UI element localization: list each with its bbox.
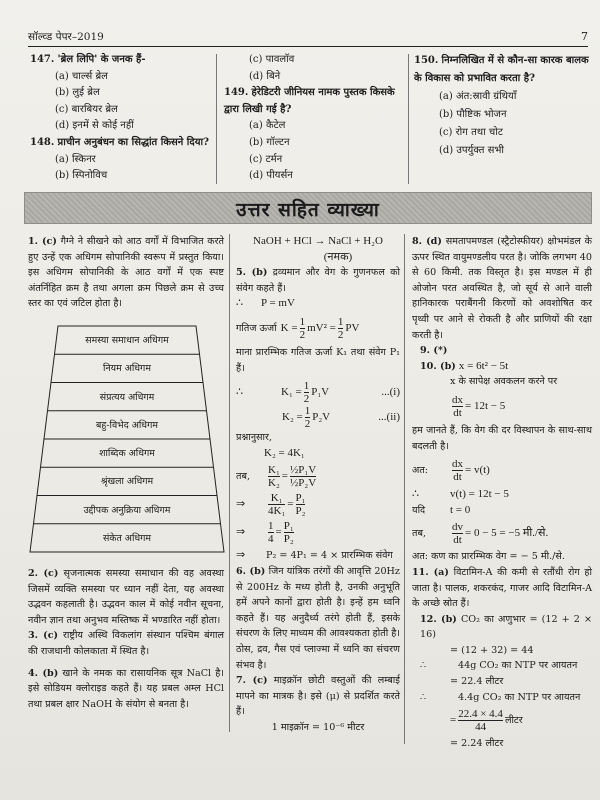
question-150: 150. निम्नलिखित में से कौन-सा कारक बालक के विकास को प्रभावित करता है? (a) अंत:स्रावी ग्रंथियाँ (b) पौष्टिक भोजन (c) रोग तथा चोट (d) उपर्युक्त सभी: [414, 52, 592, 160]
pyramid-level: बहु-विभेद अधिगम: [96, 419, 158, 431]
option-d: (d) उपर्युक्त सभी: [439, 145, 504, 156]
running-title: सॉल्व्ड पेपर–2019: [28, 31, 104, 43]
answer-1: 1. (c) गैग्ने ने सीखने को आठ वर्गों में विभाजित करते हुए उन्हें एक अधिगम सोपानिकी स्वरूप में प्रस्तुत किया। इस अधिगम सोपानिकी के आठ वर्गों में एक स्पष्ट अंतर्निहित क्रम है तथा अगला क्रम पिछले क्रम से उच्च स्तर का एवं जटिल होता है।: [28, 236, 224, 310]
option-a: (a) स्किनर: [55, 153, 96, 165]
pyramid-level: समस्या समाधान अधिगम: [85, 335, 169, 347]
option-d: (d) पीयर्सन: [249, 170, 293, 182]
question-148: 148. प्राचीन अनुबंधन का सिद्धांत किसने दिया? (a) स्किनर (b) स्पिनोविच: [30, 135, 220, 185]
question-text: हेरेडिटरी जीनियस नामक पुस्तक किसके द्वारा लिखी गई है?: [224, 87, 395, 115]
page-number: 7: [581, 30, 588, 43]
answer-6: 6. (b) जिन यांत्रिक तरंगों की आवृत्ति 20Hz से 200Hz के मध्य होती है, उनकी अनुभूति हमें अपने कानों द्वारा होती है। इन्हें हम ध्वनि कहते हैं। यह अनुदैर्ध्य तरंगे होती हैं, इसके संचरण के लिए माध्यम की आवश्यकता होती है। ठोस, द्रव, गैस एवं प्लाज्मा में ध्वनि का संचरण संभव है।: [236, 565, 400, 671]
answer-5: 5. (b) द्रव्यमान और वेग के गुणनफल को संवेग कहते हैं।: [236, 267, 400, 294]
answer-12: 12. (b) CO₂ का अणुभार = (12 + 2 × 16): [420, 613, 592, 641]
equation-i: ∴ K₁ = $\frac{1}{2}$ P₁V ...(i): [236, 380, 400, 406]
question-147: 147. 'ब्रेल लिपि' के जनक हैं- (a) चार्ल्स ब्रेल (b) लुई ब्रेल (c) बारबियर ब्रेल (d) इनमें से कोई नहीं: [30, 52, 220, 135]
column-divider: [229, 234, 230, 732]
option-c: (c) टर्मन: [249, 153, 283, 165]
answer-10: 10. (b) x = 6t² − 5t: [420, 359, 509, 372]
answer-column-1: [28, 234, 224, 712]
option-a: (a) कैटेल: [249, 120, 286, 132]
pyramid-level: नियम अधिगम: [103, 363, 151, 375]
option-d: (d) बिने: [249, 70, 281, 82]
column-divider: [408, 54, 409, 184]
chemical-equation: NaOH + HCl → NaCl + H₂O: [253, 235, 383, 247]
option-d: (d) इनमें से कोई नहीं: [55, 120, 134, 132]
pyramid-level: श्रृंखला अधिगम: [100, 476, 154, 488]
pyramid-outline: [28, 324, 226, 554]
column-divider: [216, 54, 217, 184]
column-divider: [404, 234, 405, 744]
header-rule: [28, 46, 588, 47]
question-text: 'ब्रेल लिपि' के जनक हैं-: [57, 54, 146, 65]
option-b: (b) लुई ब्रेल: [55, 87, 100, 99]
page-header: [28, 28, 588, 46]
option-a: (a) अंत:स्रावी ग्रंथियाँ: [439, 91, 517, 102]
question-column-1: [30, 52, 220, 185]
question-column-2: [224, 52, 402, 185]
gagne-hierarchy-diagram: [28, 324, 226, 554]
option-b: (b) गॉल्टन: [249, 136, 290, 148]
option-c: (c) पावलॉव: [249, 54, 295, 65]
ratio-equation: तब, $\frac{\text{K₁}}{\text{K₂}}$ = $\frac{\text{½P₁V}}{\text{½P₂V}}$: [236, 464, 317, 490]
question-149: 149. हेरेडिटरी जीनियस नामक पुस्तक किसके द्वारा लिखी गई है? (a) कैटेल (b) गॉल्टन (c) टर्मन (d) पीयर्सन: [224, 85, 402, 185]
equation-ii: K₂ = $\frac{1}{2}$ P₂V ...(ii): [282, 405, 400, 431]
option-c: (c) बारबियर ब्रेल: [55, 103, 118, 115]
answer-7: 7. (c) माइक्रॉन छोटी वस्तुओं की लम्बाई मापने का मात्रक है। इसे (μ) से प्रदर्शित करते हैं।: [236, 675, 400, 718]
answer-3: 3. (c) राष्ट्रीय अस्थि विकलांग संस्थान पश्चिम बंगाल की राजधानी कोलकाता में स्थित है।: [28, 630, 224, 657]
question-text: प्राचीन अनुबंधन का सिद्धांत किसने दिया?: [57, 136, 209, 148]
answer-2: 2. (c) सृजनात्मक समस्या समाधान की वह अवस्था जिसमें व्यक्ति समस्या पर ध्यान नहीं देता, यह अवस्था उद्भवन कहलाती है। उद्भवन काल में कोई नवीन सूचना, नवीन ज्ञान तथा अनुभव मस्तिष्क में भण्डारित नहीं होता।: [28, 567, 224, 626]
answer-column-3: 8. (d) समतापमण्डल (स्ट्रैटोस्फीयर) क्षोभमंडल के ऊपर स्थित वायुमण्डलीय परत है। जोकि लगभग 40 से 60 किमी. तक विस्तृत है। इस मण्डल में ही ओजोन परत अवस्थित है, जो सूर्य से आने वाली हानिकारक पराबैंगनी किरणों को अवशोषित कर पृथ्वी पर आने से रोकती है और प्राणियों की रक्षा करती है। 9. (*) 10. (b) x = 6t² − 5t x के सापेक्ष अवकलन करने पर $\frac{dx}{dt}$ = 12t − 5 हम जानते हैं, कि वेग की दर विस्थापन के साथ-साथ बदलती है। अत: $\frac{dx}{dt}$ = v(t) ∴ v(t) = 12t − 5 यदि t = 0 तब, $\frac{dv}{dt}$ = 0 − 5 = −5 मी./से. अत: कण का प्रारम्भिक वेग = − 5 मी./से. 11. (a) विटामिन-A की कमी से रतौंधी रोग हो जाता है। पालक, शकरकंद, गाजर आदि विटामिन-A के अच्छे स्रोत हैं। 12. (b) CO₂ का अणुभार = (12 + 2 × 16) = (12 + 32) = 44 ∴ 44g CO₂ का NTP पर आयतन = 22.4 लीटर ∴ 4.4g CO₂ का NTP पर आयतन = $\frac{22.4 \times 4.4}{44}$ लीटर = 2.24 लीटर: [412, 236, 592, 750]
question-column-3: [414, 52, 592, 160]
equation-note: (नमक): [323, 250, 353, 263]
kinetic-energy-formula: गतिज ऊर्जा K = $\frac{1}{2}$ mV² = $\frac{1}{2}$ PV: [236, 315, 360, 341]
answer-11: 11. (a) विटामिन-A की कमी से रतौंधी रोग हो जाता है। पालक, शकरकंद, गाजर आदि विटामिन-A के अच्छे स्रोत हैं।: [412, 566, 592, 610]
section-banner: [24, 192, 592, 224]
section-title: उत्तर सहित व्याख्या: [236, 199, 380, 221]
pyramid-level: संप्रत्यय अधिगम: [99, 391, 155, 403]
answer-4: 4. (b) खाने के नमक का रासायनिक सूत्र NaCl है। इसे सोडियम क्लोराइड कहते हैं। यह प्रबल अम्ल HCl तथा प्रबल क्षार NaOH के संयोग से बनता है।: [28, 667, 224, 710]
option-c: (c) रोग तथा चोट: [439, 127, 503, 138]
option-b: (b) पौष्टिक भोजन: [439, 109, 507, 120]
question-text: निम्नलिखित में से कौन-सा कारक बालक के विकास को प्रभावित करता है?: [414, 55, 589, 84]
answer-8: 8. (d) समतापमण्डल (स्ट्रैटोस्फीयर) क्षोभमंडल के ऊपर स्थित वायुमण्डलीय परत है। जोकि लगभग 40 से 60 किमी. तक विस्तृत है। इस मण्डल में ही ओजोन परत अवस्थित है, जो सूर्य से आने वाली हानिकारक पराबैंगनी किरणों को अवशोषित कर पृथ्वी पर आने से रोकती है और प्राणियों की रक्षा करती है।: [412, 236, 592, 341]
answer-9: 9. (*): [420, 345, 448, 357]
pyramid-level: उद्दीपक अनुक्रिया अधिगम: [83, 504, 171, 516]
option-a: (a) चार्ल्स ब्रेल: [55, 70, 108, 82]
option-b: (b) स्पिनोविच: [55, 170, 108, 182]
answer-column-2: NaOH + HCl → NaCl + H₂O (नमक) 5. (b) द्रव्यमान और वेग के गुणनफल को संवेग कहते हैं। ∴ P = mV गतिज ऊर्जा K = $\frac{1}{2}$ mV² = $\frac{1}{2}$ PV माना प्रारम्भिक गतिज ऊर्जा K₁ तथा संवेग P₁ हैं। ∴ K₁ = $\frac{1}{2}$ P₁V ...(i) K₂ = $\frac{1}{2}$ P₂V ...(ii) प्रश्नानुसार, K₂ = 4K₁ तब, $\frac{\text{K₁}}{\text{K₂}}$ = $\frac{\text{½P₁V}}{\text{½P₂V}}$ ⇒ $\frac{\text{K₁}}{\text{4K₁}}$ = $\frac{\text{P₁}}{\text{P₂}}$ ⇒ $\frac{1}{4}$ = $\frac{\text{P₁}}{\text{P₂}}$ ⇒ P₂ = 4P₁ = 4 × प्रारम्भिक संवेग 6. (b) जिन यांत्रिक तरंगों की आवृत्ति 20Hz से 200Hz के मध्य होती है, उनकी अनुभूति हमें अपने कानों द्वारा होती है। इन्हें हम ध्वनि कहते हैं। यह अनुदैर्ध्य तरंगे होती हैं, इसके संचरण के लिए माध्यम की आवश्यकता होती है। ठोस, द्रव, गैस एवं प्लाज्मा में ध्वनि का संचरण संभव है। 7. (c) माइक्रॉन छोटी वस्तुओं की लम्बाई मापने का मात्रक है। इसे (μ) से प्रदर्शित करते हैं। 1 माइक्रॉन = 10⁻⁶ मीटर: [236, 235, 400, 733]
pyramid-level: शाब्दिक अधिगम: [99, 448, 155, 460]
pyramid-level: संकेत अधिगम: [102, 532, 152, 544]
